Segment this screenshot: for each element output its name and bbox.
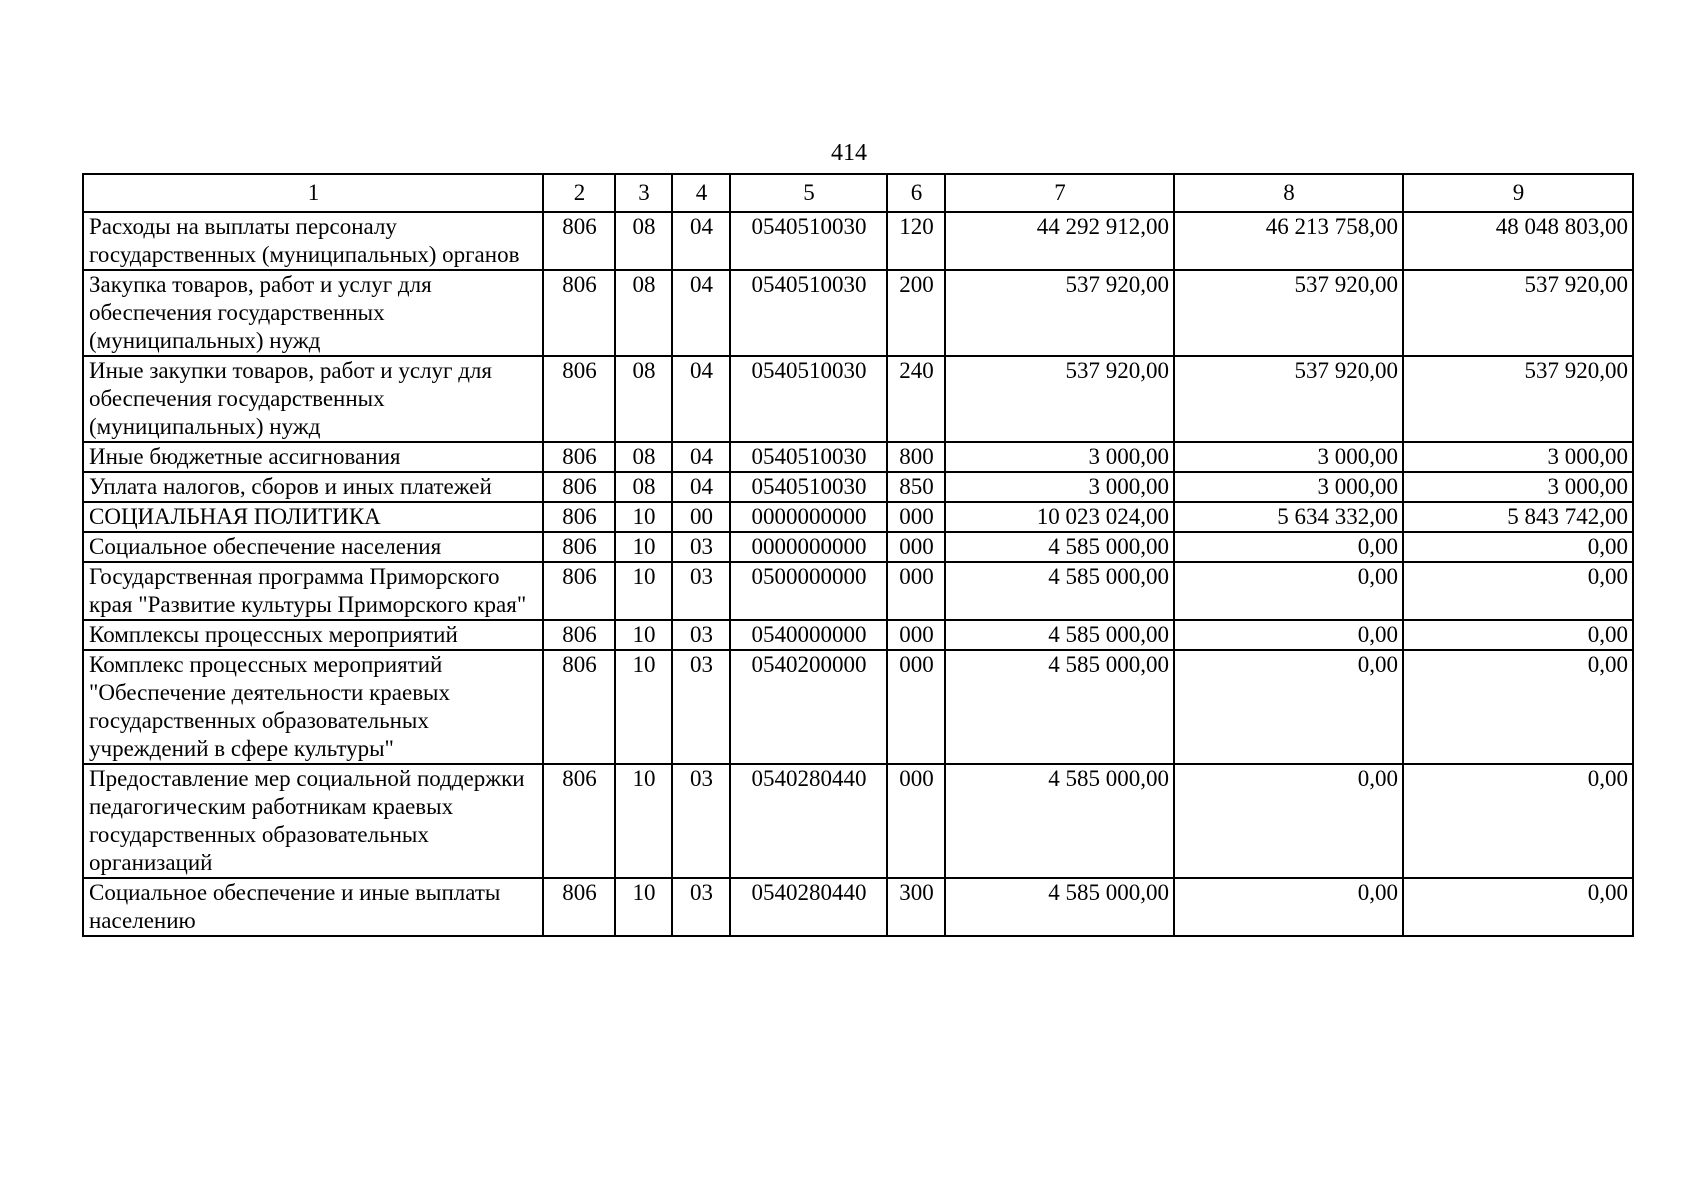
cell-section-code: 08	[615, 356, 672, 442]
cell-ministry-code: 806	[543, 532, 615, 562]
cell-subsection-code: 03	[672, 532, 730, 562]
cell-section-code: 10	[615, 502, 672, 532]
cell-ministry-code: 806	[543, 562, 615, 620]
cell-amount-col9: 0,00	[1403, 562, 1633, 620]
cell-ministry-code: 806	[543, 270, 615, 356]
cell-amount-col9: 0,00	[1403, 620, 1633, 650]
cell-amount-col9: 5 843 742,00	[1403, 502, 1633, 532]
cell-amount-col7: 3 000,00	[945, 442, 1174, 472]
table-row	[83, 532, 1633, 562]
cell-expense-type-code: 000	[887, 532, 945, 562]
row-name: Закупка товаров, работ и услуг для обеспечения государственных (муниципальных) нужд	[83, 270, 543, 356]
cell-section-code: 10	[615, 562, 672, 620]
row-name: Иные закупки товаров, работ и услуг для обеспечения государственных (муниципальных) нужд	[83, 356, 543, 442]
cell-expense-type-code: 800	[887, 442, 945, 472]
cell-expense-type-code: 300	[887, 878, 945, 936]
cell-ministry-code: 806	[543, 472, 615, 502]
cell-ministry-code: 806	[543, 878, 615, 936]
row-name: СОЦИАЛЬНАЯ ПОЛИТИКА	[83, 502, 543, 532]
cell-ministry-code: 806	[543, 356, 615, 442]
table-row	[83, 212, 1633, 270]
cell-section-code: 10	[615, 532, 672, 562]
cell-amount-col7: 4 585 000,00	[945, 532, 1174, 562]
cell-section-code: 08	[615, 212, 672, 270]
cell-target-code: 0540510030	[730, 472, 887, 502]
cell-subsection-code: 03	[672, 562, 730, 620]
cell-ministry-code: 806	[543, 212, 615, 270]
cell-target-code: 0540280440	[730, 764, 887, 878]
row-name: Уплата налогов, сборов и иных платежей	[83, 472, 543, 502]
cell-target-code: 0540510030	[730, 212, 887, 270]
cell-expense-type-code: 200	[887, 270, 945, 356]
cell-amount-col7: 537 920,00	[945, 270, 1174, 356]
cell-section-code: 10	[615, 764, 672, 878]
column-header: 2	[543, 174, 615, 212]
cell-amount-col8: 0,00	[1174, 532, 1403, 562]
table-row	[83, 650, 1633, 764]
cell-target-code: 0540200000	[730, 650, 887, 764]
cell-amount-col7: 3 000,00	[945, 472, 1174, 502]
cell-subsection-code: 03	[672, 650, 730, 764]
column-header: 6	[887, 174, 945, 212]
cell-amount-col7: 4 585 000,00	[945, 764, 1174, 878]
page-number: 414	[831, 140, 867, 166]
row-name: Государственная программа Приморского края "Развитие культуры Приморского края"	[83, 562, 543, 620]
table-row	[83, 472, 1633, 502]
cell-target-code: 0000000000	[730, 502, 887, 532]
cell-amount-col8: 537 920,00	[1174, 270, 1403, 356]
cell-ministry-code: 806	[543, 442, 615, 472]
cell-amount-col8: 0,00	[1174, 650, 1403, 764]
cell-subsection-code: 04	[672, 356, 730, 442]
cell-amount-col9: 0,00	[1403, 764, 1633, 878]
cell-expense-type-code: 000	[887, 620, 945, 650]
cell-amount-col7: 4 585 000,00	[945, 562, 1174, 620]
cell-expense-type-code: 240	[887, 356, 945, 442]
cell-expense-type-code: 850	[887, 472, 945, 502]
cell-subsection-code: 00	[672, 502, 730, 532]
table-row	[83, 442, 1633, 472]
cell-amount-col9: 537 920,00	[1403, 270, 1633, 356]
cell-amount-col8: 0,00	[1174, 764, 1403, 878]
row-name: Комплекс процессных мероприятий "Обеспечение деятельности краевых государственных образовательных учреждений в сфере культуры"	[83, 650, 543, 764]
cell-section-code: 10	[615, 878, 672, 936]
cell-target-code: 0540510030	[730, 356, 887, 442]
cell-expense-type-code: 000	[887, 562, 945, 620]
table-row	[83, 270, 1633, 356]
table-row	[83, 878, 1633, 936]
cell-target-code: 0540280440	[730, 878, 887, 936]
cell-section-code: 08	[615, 442, 672, 472]
row-name: Расходы на выплаты персоналу государственных (муниципальных) органов	[83, 212, 543, 270]
cell-ministry-code: 806	[543, 502, 615, 532]
cell-section-code: 10	[615, 650, 672, 764]
cell-target-code: 0000000000	[730, 532, 887, 562]
cell-amount-col7: 4 585 000,00	[945, 878, 1174, 936]
cell-amount-col7: 4 585 000,00	[945, 620, 1174, 650]
cell-section-code: 10	[615, 620, 672, 650]
cell-amount-col8: 3 000,00	[1174, 442, 1403, 472]
cell-subsection-code: 04	[672, 442, 730, 472]
header-row	[83, 174, 1633, 212]
cell-amount-col7: 10 023 024,00	[945, 502, 1174, 532]
column-header: 4	[672, 174, 730, 212]
column-header: 7	[945, 174, 1174, 212]
cell-amount-col8: 537 920,00	[1174, 356, 1403, 442]
column-header: 1	[83, 174, 543, 212]
cell-section-code: 08	[615, 270, 672, 356]
cell-amount-col9: 0,00	[1403, 650, 1633, 764]
cell-subsection-code: 03	[672, 620, 730, 650]
cell-target-code: 0540000000	[730, 620, 887, 650]
cell-expense-type-code: 000	[887, 650, 945, 764]
cell-subsection-code: 04	[672, 212, 730, 270]
cell-amount-col9: 48 048 803,00	[1403, 212, 1633, 270]
cell-amount-col9: 0,00	[1403, 878, 1633, 936]
cell-target-code: 0500000000	[730, 562, 887, 620]
cell-amount-col8: 0,00	[1174, 620, 1403, 650]
cell-amount-col8: 3 000,00	[1174, 472, 1403, 502]
row-name: Иные бюджетные ассигнования	[83, 442, 543, 472]
table-row	[83, 356, 1633, 442]
cell-amount-col9: 0,00	[1403, 532, 1633, 562]
cell-expense-type-code: 000	[887, 764, 945, 878]
cell-amount-col9: 3 000,00	[1403, 472, 1633, 502]
cell-amount-col9: 3 000,00	[1403, 442, 1633, 472]
cell-amount-col7: 537 920,00	[945, 356, 1174, 442]
cell-amount-col8: 0,00	[1174, 878, 1403, 936]
cell-target-code: 0540510030	[730, 270, 887, 356]
cell-section-code: 08	[615, 472, 672, 502]
cell-amount-col7: 4 585 000,00	[945, 650, 1174, 764]
cell-expense-type-code: 120	[887, 212, 945, 270]
column-header: 8	[1174, 174, 1403, 212]
table-row	[83, 562, 1633, 620]
cell-ministry-code: 806	[543, 620, 615, 650]
table-row	[83, 620, 1633, 650]
row-name: Комплексы процессных мероприятий	[83, 620, 543, 650]
cell-ministry-code: 806	[543, 764, 615, 878]
column-header: 3	[615, 174, 672, 212]
cell-amount-col8: 5 634 332,00	[1174, 502, 1403, 532]
table-row	[83, 764, 1633, 878]
cell-subsection-code: 04	[672, 472, 730, 502]
budget-table	[82, 173, 1634, 937]
cell-ministry-code: 806	[543, 650, 615, 764]
row-name: Социальное обеспечение и иные выплаты населению	[83, 878, 543, 936]
cell-subsection-code: 04	[672, 270, 730, 356]
table-row	[83, 502, 1633, 532]
cell-amount-col7: 44 292 912,00	[945, 212, 1174, 270]
column-header: 5	[730, 174, 887, 212]
column-header: 9	[1403, 174, 1633, 212]
row-name: Социальное обеспечение населения	[83, 532, 543, 562]
cell-subsection-code: 03	[672, 764, 730, 878]
cell-expense-type-code: 000	[887, 502, 945, 532]
cell-amount-col8: 46 213 758,00	[1174, 212, 1403, 270]
cell-target-code: 0540510030	[730, 442, 887, 472]
cell-subsection-code: 03	[672, 878, 730, 936]
cell-amount-col9: 537 920,00	[1403, 356, 1633, 442]
row-name: Предоставление мер социальной поддержки педагогическим работникам краевых государственных образовательных организаций	[83, 764, 543, 878]
cell-amount-col8: 0,00	[1174, 562, 1403, 620]
